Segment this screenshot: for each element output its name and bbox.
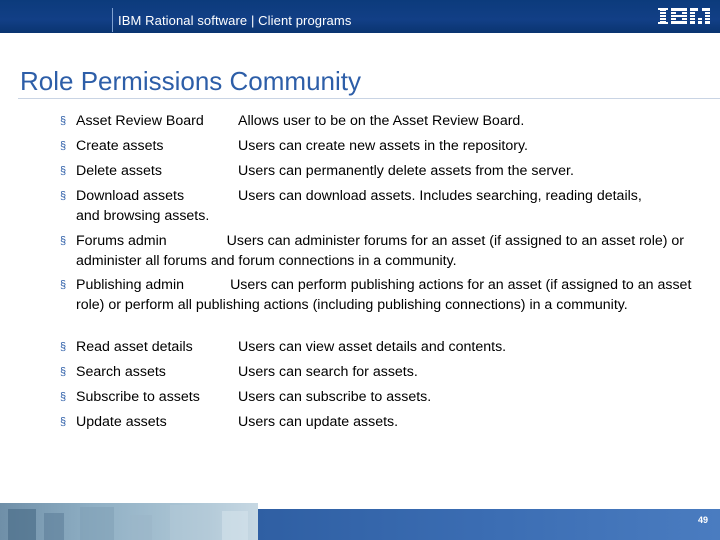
- bullet-icon: §: [60, 115, 67, 127]
- permission-description: Users can view asset details and contents.: [238, 339, 507, 355]
- bullet-icon: §: [60, 279, 67, 291]
- footer-photo-strip: [0, 503, 258, 540]
- permission-description: Users can subscribe to assets.: [238, 389, 432, 405]
- permission-name: Asset Review Board: [76, 113, 204, 129]
- header-bar: [0, 0, 720, 33]
- page-title: Role Permissions Community: [20, 66, 361, 96]
- bullet-icon: §: [60, 235, 67, 247]
- bullet-icon: §: [60, 341, 67, 353]
- permission-description: Allows user to be on the Asset Review Board.: [238, 113, 525, 129]
- footer: [0, 503, 720, 540]
- ibm-logo: [658, 8, 710, 24]
- permission-description: Users can create new assets in the repository.: [238, 138, 528, 154]
- footer-bar: [258, 509, 720, 540]
- bullet-icon: §: [60, 190, 67, 202]
- permission-description: Users can search for assets.: [238, 364, 418, 380]
- bullet-icon: §: [60, 165, 67, 177]
- header-divider: [112, 8, 113, 32]
- permission-entry: [76, 231, 706, 271]
- header-title: IBM Rational software | Client programs: [118, 13, 352, 28]
- permission-name: Delete assets: [76, 163, 162, 179]
- permission-name: Subscribe to assets: [76, 389, 200, 405]
- permission-name: Create assets: [76, 138, 164, 154]
- permission-name: Forums admin: [76, 233, 167, 249]
- permission-description: Users can download assets. Includes searching, reading details,: [238, 188, 642, 204]
- permission-description: Users can update assets.: [238, 414, 399, 430]
- permission-entry: [76, 275, 706, 315]
- bullet-icon: §: [60, 140, 67, 152]
- permission-name: Download assets: [76, 188, 185, 204]
- permission-name: Publishing admin: [76, 277, 185, 293]
- permission-name: Update assets: [76, 414, 167, 430]
- permission-description: Users can perform publishing actions for an asset (if assigned to an asset role) or perform all publishing actions (including publishing connections) in a community.: [76, 277, 692, 313]
- bullet-icon: §: [60, 416, 67, 428]
- bullet-icon: §: [60, 391, 67, 403]
- permission-description: Users can administer forums for an asset (if assigned to an asset role) or administer all forums and forum connections in a community.: [76, 233, 685, 269]
- bullet-icon: §: [60, 366, 67, 378]
- page-number: 49: [697, 515, 708, 525]
- permission-name: Search assets: [76, 364, 166, 380]
- permission-name: Read asset details: [76, 339, 193, 355]
- permission-description-continuation: and browsing assets.: [76, 208, 210, 224]
- permission-description: Users can permanently delete assets from the server.: [238, 163, 574, 179]
- title-divider: [18, 98, 720, 99]
